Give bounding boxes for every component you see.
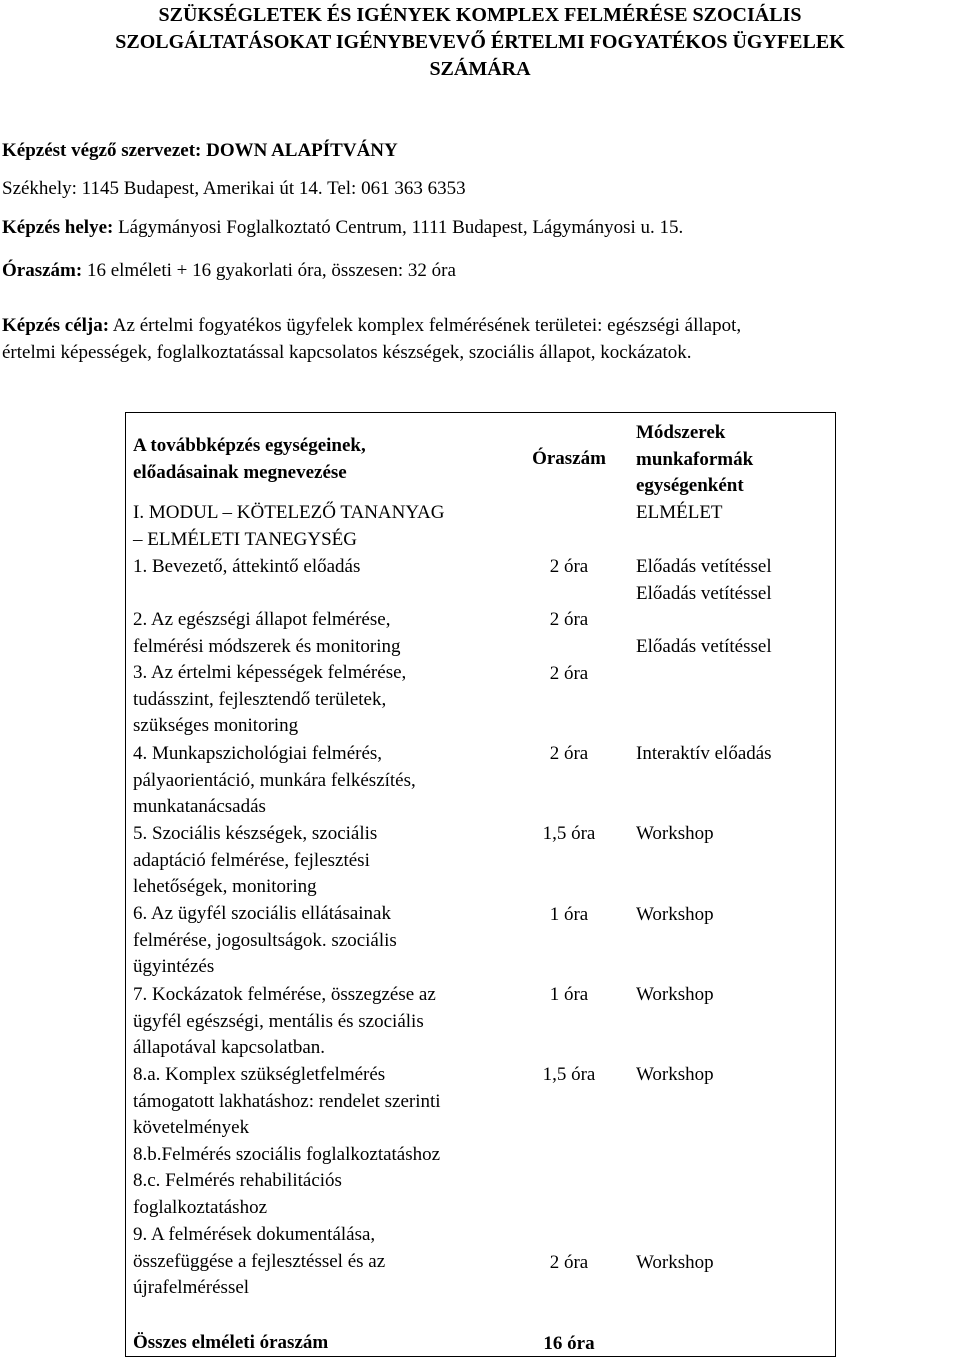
row-3-name-line-2: tudásszint, fejlesztendő területek, xyxy=(133,688,387,710)
row-8-name-line-1: 8.a. Komplex szükségletfelmérés xyxy=(133,1064,386,1085)
row-9-method xyxy=(636,1250,836,1277)
place-line xyxy=(2,215,683,241)
row-8-name-line-2: támogatott lakhatáshoz: rendelet szerinti xyxy=(133,1090,441,1112)
row-6-name-line-2: felmérése, jogosultságok. szociális xyxy=(133,929,397,951)
row-5-hours: 1,5 óra xyxy=(542,823,596,844)
row-2-method-line: Előadás vetítéssel xyxy=(636,636,772,657)
row-1-method-line-1: Előadás vetítéssel xyxy=(636,556,772,577)
row-5-name-line-1: 5. Szociális készségek, szociális xyxy=(133,823,378,844)
module-title-line2: – ELMÉLETI TANEGYSÉG xyxy=(133,528,357,550)
row-5-method xyxy=(636,821,836,848)
header-col1 xyxy=(133,433,523,486)
row-8-name-line-6: foglalkoztatáshoz xyxy=(133,1196,268,1218)
row-3-name xyxy=(133,660,523,740)
row-8-name-line-3: követelmények xyxy=(133,1117,250,1138)
row-8-name-line-5: 8.c. Felmérés rehabilitációs xyxy=(133,1170,342,1191)
row-7-method xyxy=(636,982,836,1009)
row-7-name-line-2: ügyfél egészségi, mentális és szociális xyxy=(133,1010,424,1032)
place-value: Lágymányosi Foglalkoztató Centrum, 1111 Budapest, Lágymányosi u. 15. xyxy=(118,217,684,238)
header-col3-line3: egységenként xyxy=(636,475,744,496)
row-4-hours: 2 óra xyxy=(549,743,589,764)
row-2-hours: 2 óra xyxy=(549,609,589,630)
row-6-name-line-1: 6. Az ügyfél szociális ellátásainak xyxy=(133,903,391,924)
row-4-name xyxy=(133,741,523,821)
title-line-1: SZÜKSÉGLETEK ÉS IGÉNYEK KOMPLEX FELMÉRÉSE SZOCIÁLIS xyxy=(158,4,802,26)
row-9-name-line-2: összefüggése a fejlesztéssel és az xyxy=(133,1250,386,1272)
row-7-hours: 1 óra xyxy=(549,984,589,1005)
goal-value-1: Az értelmi fogyatékos ügyfelek komplex felmérésének területei: egészségi állapot, xyxy=(112,315,742,336)
row-7-name-line-3: állapotával kapcsolatban. xyxy=(133,1037,326,1058)
goal-line-2: értelmi képességek, foglalkoztatással kapcsolatos készségek, szociális állapot, kockázatok. xyxy=(2,342,692,363)
total-label: Összes elméleti óraszám xyxy=(133,1332,329,1353)
total-value: 16 óra xyxy=(543,1333,595,1354)
row-4-name-line-3: munkatanácsadás xyxy=(133,796,266,817)
row-7-name-line-1: 7. Kockázatok felmérése, összegzése az xyxy=(133,984,436,1005)
goal-line-1 xyxy=(2,313,741,339)
row-6-hours: 1 óra xyxy=(549,904,589,925)
row-6-method xyxy=(636,902,836,929)
hours-label: Óraszám: xyxy=(2,260,83,281)
row-6-name xyxy=(133,901,523,981)
row-6-name-line-3: ügyintézés xyxy=(133,956,215,977)
row-2-name-line-2: felmérési módszerek és monitoring xyxy=(133,635,401,657)
header-col2: Óraszám xyxy=(532,448,606,469)
organizer-label: Képzést végző szervezet: xyxy=(2,140,202,161)
document-title xyxy=(0,2,960,83)
place-label: Képzés helye: xyxy=(2,217,114,238)
row-8-hours: 1,5 óra xyxy=(542,1064,596,1085)
row-4-method-line: Interaktív előadás xyxy=(636,743,772,764)
row-1-hours: 2 óra xyxy=(549,556,589,577)
header-col1-line2: előadásainak megnevezése xyxy=(133,461,347,483)
module-title-line1: I. MODUL – KÖTELEZŐ TANANYAG xyxy=(133,502,445,523)
row-2-name xyxy=(133,607,523,660)
hours-line xyxy=(2,258,456,284)
organizer-value: DOWN ALAPÍTVÁNY xyxy=(206,140,398,161)
row-5-name xyxy=(133,821,523,901)
row-4-method xyxy=(636,741,836,768)
row-9-name-line-3: újrafelméréssel xyxy=(133,1277,250,1298)
row-9-name-line-1: 9. A felmérések dokumentálása, xyxy=(133,1224,376,1245)
row-6-method-line: Workshop xyxy=(636,904,714,925)
row-9-hours: 2 óra xyxy=(549,1252,589,1273)
row-1-method xyxy=(636,554,836,607)
row-8-method xyxy=(636,1062,836,1089)
row-3-name-line-3: szükséges monitoring xyxy=(133,715,299,736)
row-7-name xyxy=(133,982,523,1062)
row-2-name-line-1: 2. Az egészségi állapot felmérése, xyxy=(133,609,391,630)
row-8-method-line: Workshop xyxy=(636,1064,714,1085)
hours-value: 16 elméleti + 16 gyakorlati óra, összesen: 32 óra xyxy=(86,260,456,281)
row-5-method-line: Workshop xyxy=(636,823,714,844)
row-9-method-line: Workshop xyxy=(636,1252,714,1273)
row-1-name xyxy=(133,554,523,581)
title-line-3: SZÁMÁRA xyxy=(429,58,531,80)
module-method: ELMÉLET xyxy=(636,502,723,523)
row-8-name xyxy=(133,1062,523,1221)
row-2-method xyxy=(636,634,836,661)
module-title xyxy=(133,500,523,553)
header-col3 xyxy=(636,420,836,500)
title-line-2: SZOLGÁLTATÁSOKAT IGÉNYBEVEVŐ ÉRTELMI FOGYATÉKOS ÜGYFELEK xyxy=(115,31,845,53)
row-1-method-line-2: Előadás vetítéssel xyxy=(636,582,772,604)
row-5-name-line-3: lehetőségek, monitoring xyxy=(133,876,317,897)
row-1-name-line: 1. Bevezető, áttekintő előadás xyxy=(133,556,361,577)
row-7-method-line: Workshop xyxy=(636,984,714,1005)
row-4-name-line-1: 4. Munkapszichológiai felmérés, xyxy=(133,743,383,764)
row-4-name-line-2: pályaorientáció, munkára felkészítés, xyxy=(133,769,416,791)
header-col1-line1: A továbbképzés egységeinek, xyxy=(133,435,366,456)
row-3-hours: 2 óra xyxy=(549,663,589,684)
row-9-name xyxy=(133,1222,523,1302)
row-5-name-line-2: adaptáció felmérése, fejlesztési xyxy=(133,849,370,871)
header-col3-line1: Módszerek xyxy=(636,422,726,443)
organizer-line xyxy=(2,138,398,164)
row-8-name-line-4: 8.b.Felmérés szociális foglalkoztatáshoz xyxy=(133,1143,441,1165)
seat-line: Székhely: 1145 Budapest, Amerikai út 14. Tel: 061 363 6353 xyxy=(2,178,466,199)
row-3-name-line-1: 3. Az értelmi képességek felmérése, xyxy=(133,662,407,683)
goal-label: Képzés célja: xyxy=(2,315,110,336)
header-col3-line2: munkaformák xyxy=(636,448,754,470)
